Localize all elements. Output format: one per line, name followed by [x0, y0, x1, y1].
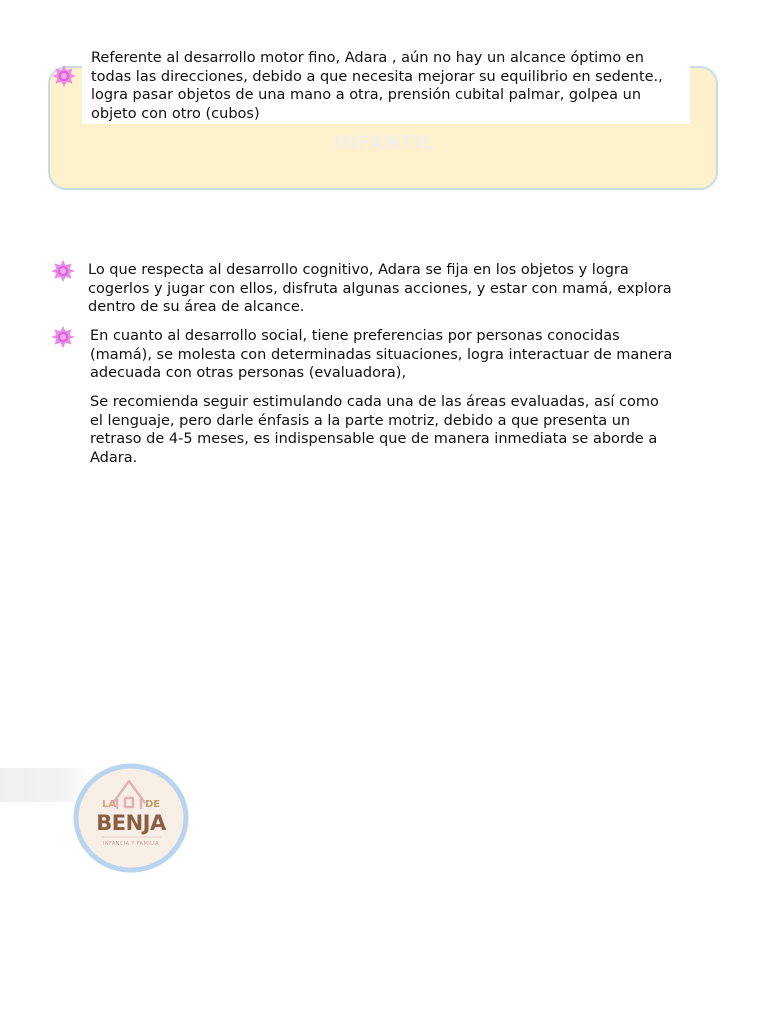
star-flower-icon	[51, 325, 75, 349]
social-paragraph[interactable]: En cuanto al desarrollo social, tiene preferencias por personas conocidas (mamá), se molesta con determinadas situaciones, logra interactuar de manera adecuada con otras personas (evaluadora),	[82, 327, 680, 383]
star-flower-icon	[52, 64, 76, 88]
recommendation-paragraph[interactable]: Se recomienda seguir estimulando cada una de las áreas evaluadas, así como el lenguaje, pero darle énfasis a la parte motriz, debido a que presenta un retraso de 4-5 meses, es indispensable que de manera inmediata se aborde a Adara.	[82, 393, 680, 453]
logo-word-de: DE	[145, 799, 161, 810]
panel-label: INFANTIL	[333, 132, 435, 154]
cognitive-paragraph[interactable]: Lo que respecta al desarrollo cognitivo, Adara se fija en los objetos y logra cogerlos y jugar con ellos, disfruta algunas acciones, y estar con mamá, explora dentro de su área de alcance.	[80, 261, 680, 303]
logo-word-benja: BENJA	[96, 811, 166, 835]
logo-word-la: LA	[102, 799, 117, 810]
logo-tagline: INFANCIA Y FAMILIA	[103, 841, 159, 847]
star-flower-icon	[51, 259, 75, 283]
la-casa-de-benja-logo	[73, 763, 189, 873]
motor-paragraph[interactable]: Referente al desarrollo motor fino, Adara , aún no hay un alcance óptimo en todas las direcciones, debido a que necesita mejorar su equilibrio en sedente., logra pasar objetos de una mano a otra, prensión cubital palmar, golpea un objeto con otro (cubos)	[82, 48, 690, 124]
